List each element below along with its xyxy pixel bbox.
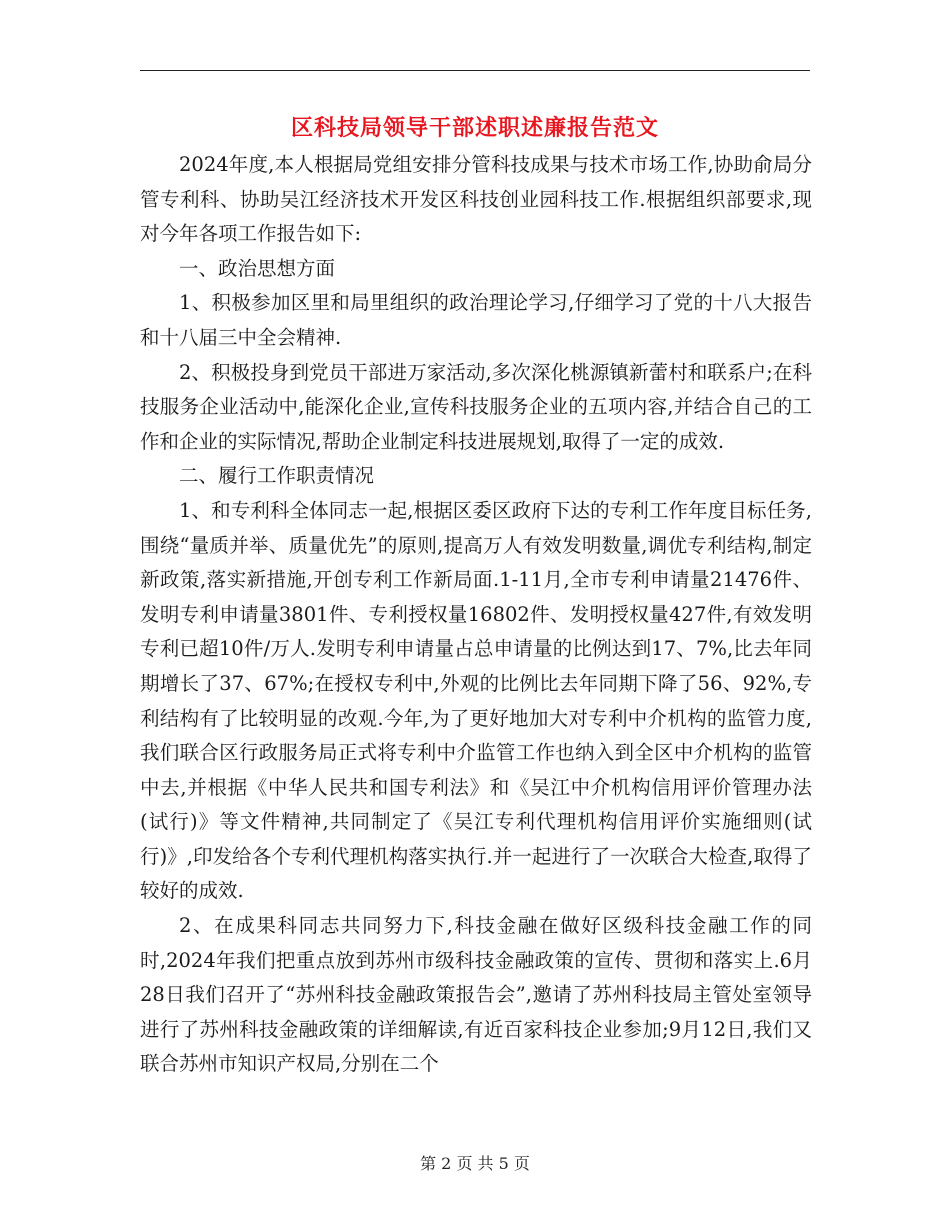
page-footer: 第 2 页 共 5 页 (420, 1154, 530, 1173)
section-heading-political: 一、政治思想方面 (179, 256, 336, 280)
paragraph-intro: 2024年度,本人根据局党组安排分管科技成果与技术市场工作,协助俞局分管专利科、协助吴江经济技术开发区科技创业园科技工作.根据组织部要求,现对今年各项工作报告如下: (140, 153, 812, 246)
header-rule (140, 70, 810, 71)
document-body (140, 148, 812, 1082)
section-heading-duties: 二、履行工作职责情况 (179, 464, 375, 488)
paragraph-political-2: 2、积极投身到党员干部进万家活动,多次深化桃源镇新蕾村和联系户;在科技服务企业活动中,能深化企业,宣传科技服务企业的五项内容,并结合自己的工作和企业的实际情况,帮助企业制定科技进展规划,取得了一定的成效. (140, 360, 812, 453)
paragraph-duties-1: 1、和专利科全体同志一起,根据区委区政府下达的专利工作年度目标任务,围绕“量质并举、质量优先”的原则,提高万人有效发明数量,调优专利结构,制定新政策,落实新措施,开创专利工作新局面.1-11月,全市专利申请量21476件、发明专利申请量3801件、专利授权量16802件、发明授权量427件,有效发明专利已超10件/万人.发明专利申请量占总申请量的比例达到17、7%,比去年同期增长了37、67%;在授权专利中,外观的比例比去年同期下降了56、92%,专利结构有了比较明显的改观.今年,为了更好地加大对专利中介机构的监管力度,我们联合区行政服务局正式将专利中介监管工作也纳入到全区中介机构的监管中去,并根据《中华人民共和国专利法》和《吴江中介机构信用评价管理办法(试行)》等文件精神,共同制定了《吴江专利代理机构信用评价实施细则(试行)》,印发给各个专利代理机构落实执行.并一起进行了一次联合大检查,取得了较好的成效. (140, 498, 812, 903)
paragraph-duties-2: 2、在成果科同志共同努力下,科技金融在做好区级科技金融工作的同时,2024年我们把重点放到苏州市级科技金融政策的宣传、贯彻和落实上.6月28日我们召开了“苏州科技金融政策报告会”,邀请了苏州科技局主管处室领导进行了苏州科技金融政策的详细解读,有近百家科技企业参加;9月12日,我们又联合苏州市知识产权局,分别在二个 (140, 914, 812, 1076)
document-title: 区科技局领导干部述职述廉报告范文 (290, 115, 659, 141)
paragraph-political-1: 1、积极参加区里和局里组织的政治理论学习,仔细学习了党的十八大报告和十八届三中全会精神. (140, 291, 812, 349)
